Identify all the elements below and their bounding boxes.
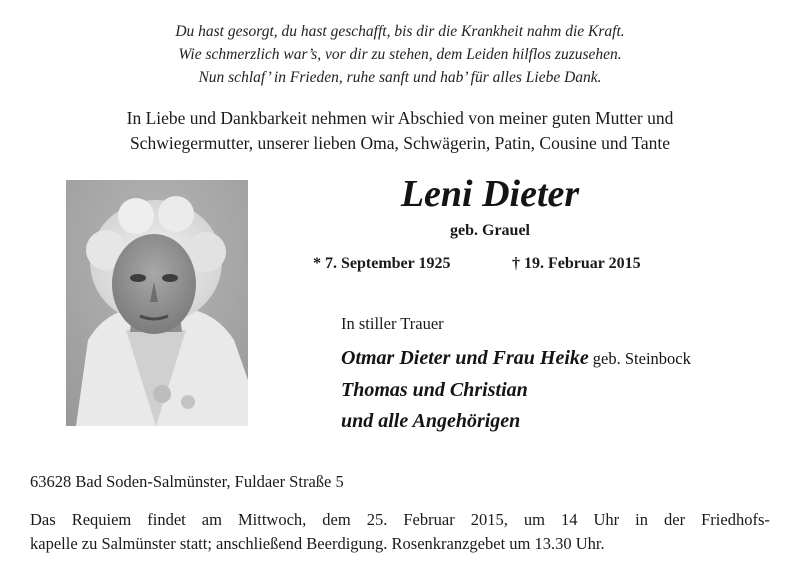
requiem-word: Requiem [71,510,132,529]
requiem-word: am [201,510,222,529]
requiem-line: kapelle zu Salmünster statt; anschließend Beerdigung. Rosenkranzgebet um 13.30 Uhr. [30,534,605,553]
portrait-photo [66,180,248,426]
requiem-word: Mittwoch, [237,510,307,529]
requiem-word: in [635,510,649,529]
requiem-word: um [523,510,545,529]
mourner-line [341,347,691,370]
poem-line: Nun schlaf’ in Frieden, ruhe sanft und hab’ für alles Liebe Dank. [198,69,602,86]
intro-text [0,106,800,156]
requiem-word: Friedhofs- [701,510,770,529]
poem-line: Wie schmerzlich war’s, vor dir zu stehen, dem Leiden hilflos zuzusehen. [178,46,622,63]
requiem-word: der [664,510,686,529]
mourner-names: Otmar Dieter und Frau Heike [341,347,589,369]
mourning-heading: In stiller Trauer [341,314,444,333]
address: 63628 Bad Soden-Salmünster, Fuldaer Straße 5 [30,472,344,491]
requiem-word: Februar [403,510,455,529]
requiem-word: 14 [560,510,578,529]
death-date: † 19. Februar 2015 [512,255,641,272]
mourner-line: und alle Angehörigen [341,410,521,432]
poem [0,20,800,89]
requiem-word: Das [30,510,56,529]
mourner-line: Thomas und Christian [341,379,528,401]
deceased-name: Leni Dieter [400,173,580,215]
requiem-word: Uhr [593,510,620,529]
requiem-word: 25. [366,510,388,529]
requiem-line [30,508,770,532]
requiem-word: 2015, [470,510,508,529]
mourner-maiden-name: geb. Steinbock [592,349,691,368]
poem-line: Du hast gesorgt, du hast geschafft, bis dir die Krankheit nahm die Kraft. [175,23,625,40]
intro-line: In Liebe und Dankbarkeit nehmen wir Abschied von meiner guten Mutter und [126,108,674,128]
birth-date: * 7. September 1925 [313,255,451,272]
requiem-notice [30,508,770,556]
requiem-word: findet [147,510,186,529]
requiem-word: dem [322,510,351,529]
maiden-name: geb. Grauel [450,222,530,239]
intro-line: Schwiegermutter, unserer lieben Oma, Schwägerin, Patin, Cousine und Tante [129,133,671,153]
